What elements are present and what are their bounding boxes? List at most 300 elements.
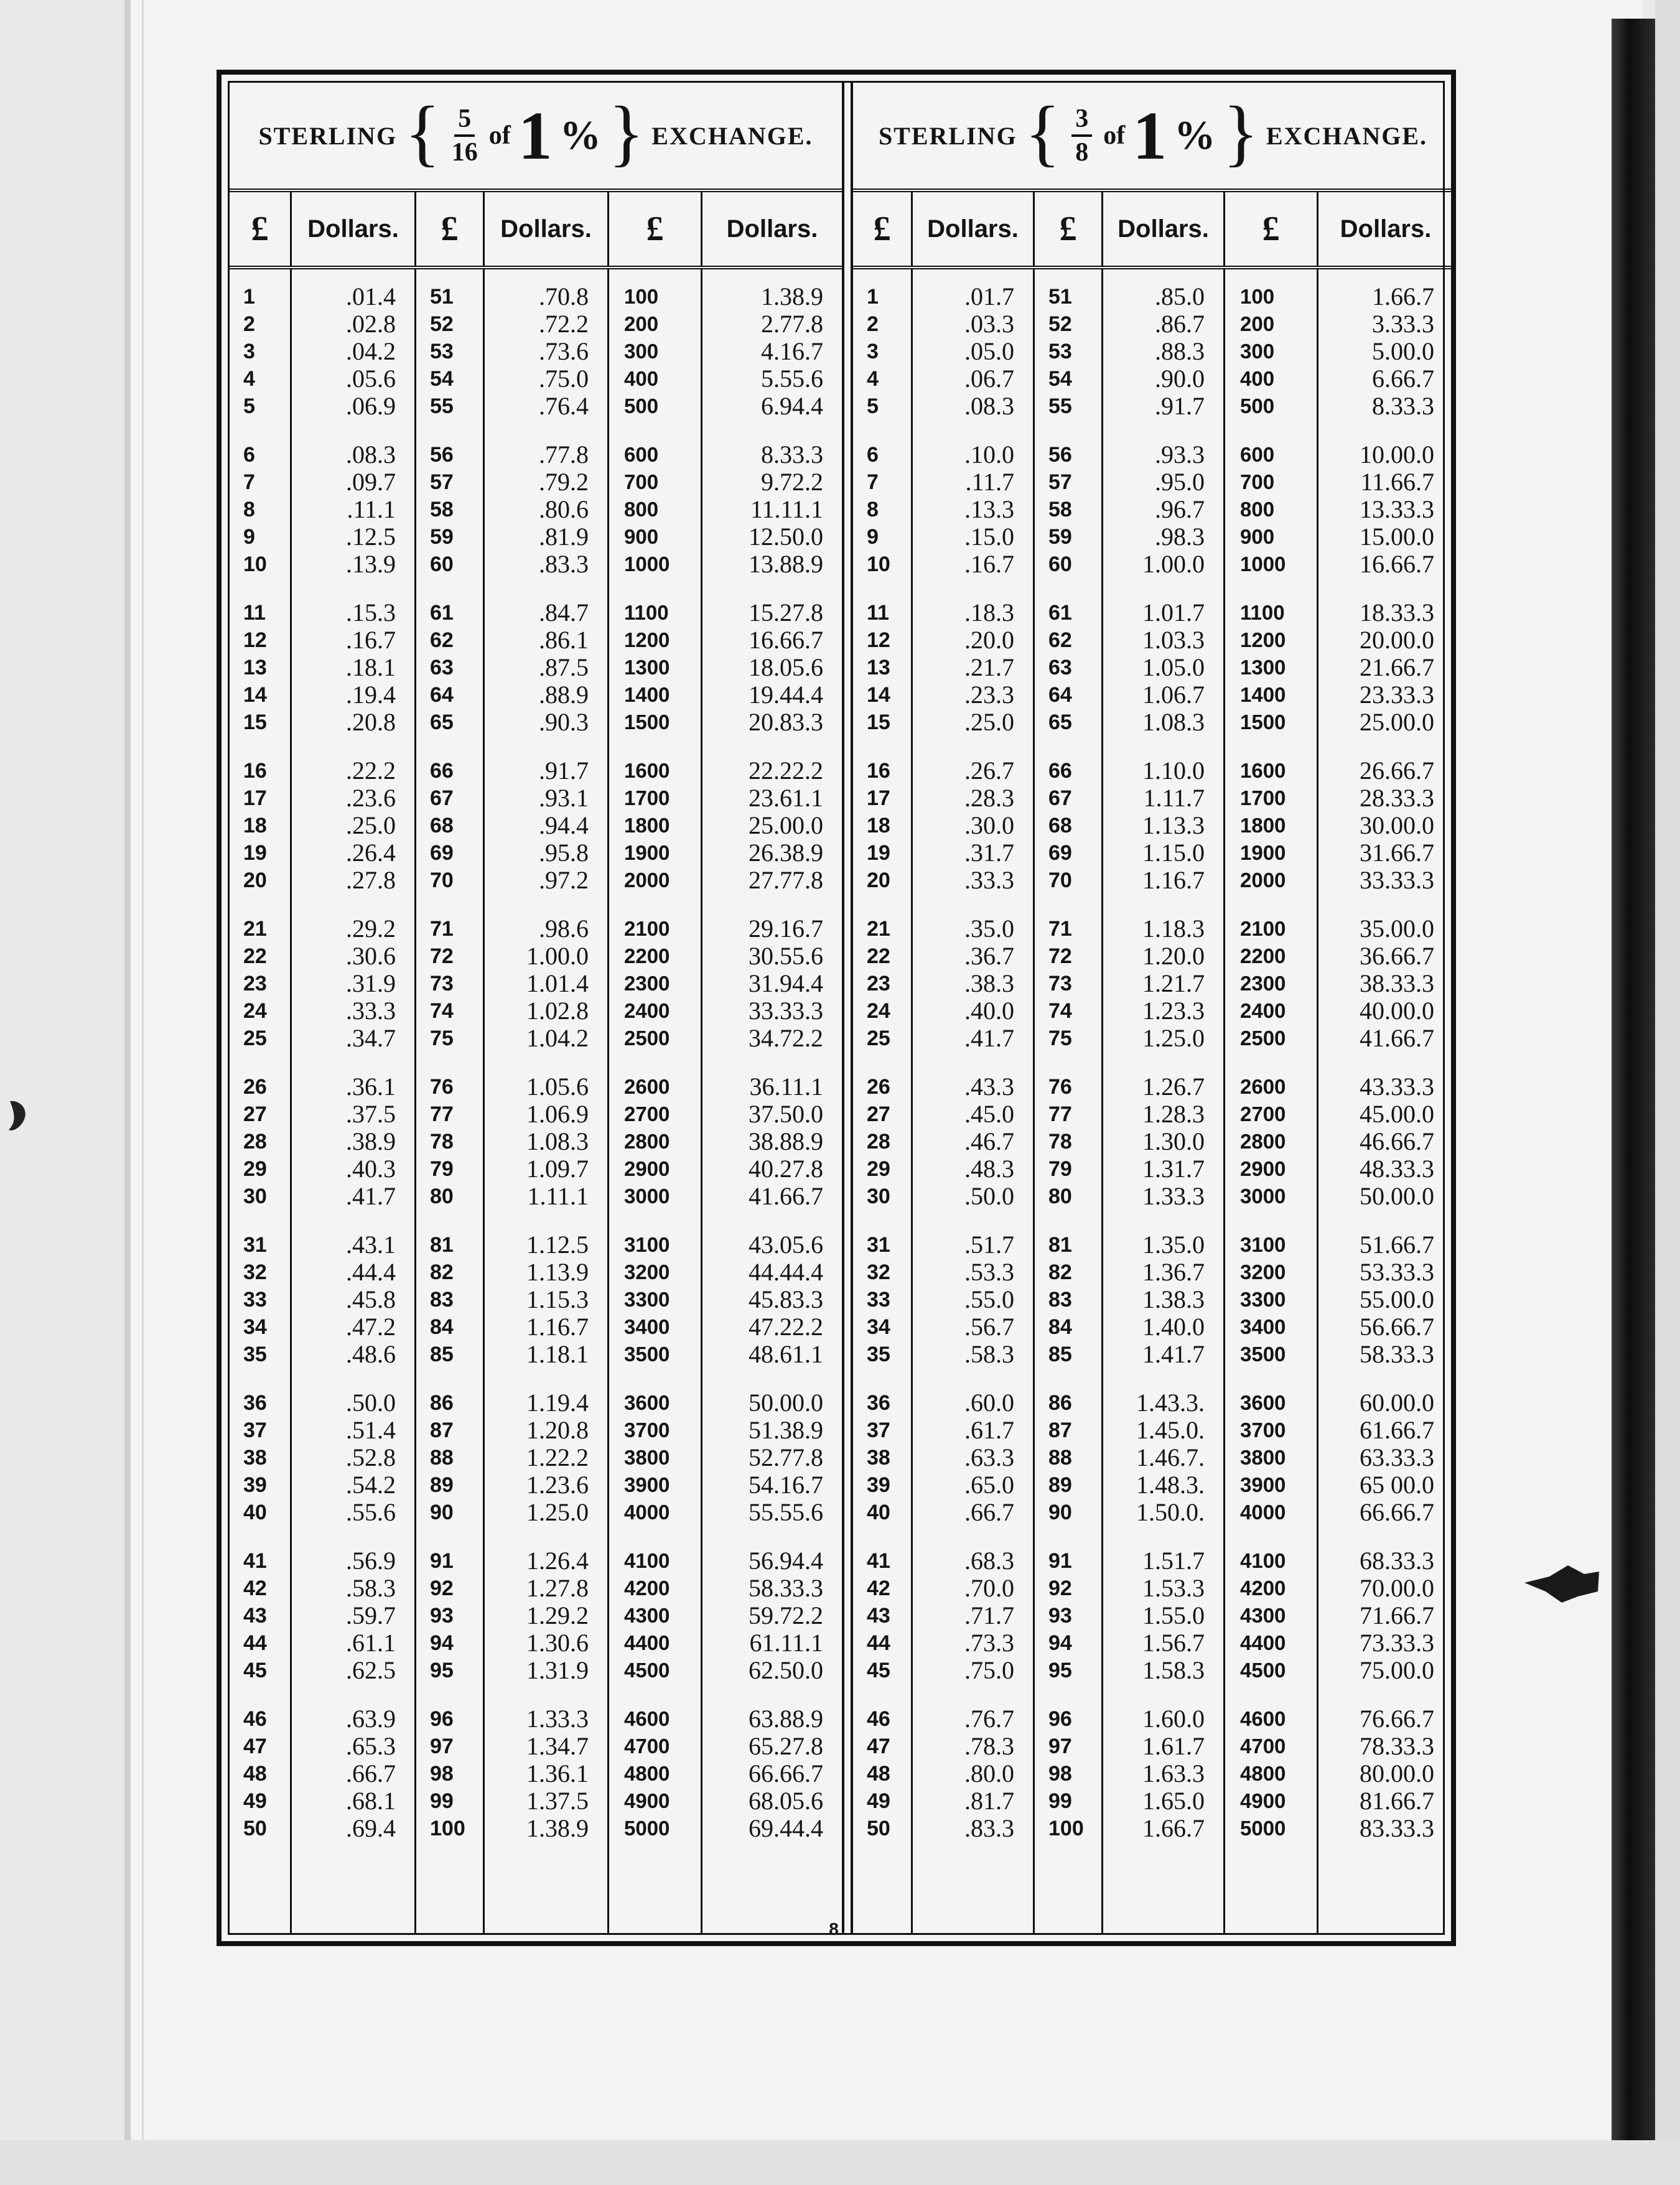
row-group	[702, 757, 842, 894]
row-group	[913, 1389, 1033, 1526]
left-header-pound-3: £	[609, 192, 702, 266]
dollar-cell: .98.6	[539, 915, 589, 943]
dollar-cell: 1.02.8	[526, 997, 589, 1025]
pound-cell: 41	[867, 1549, 890, 1573]
left-title-one: 1	[518, 98, 553, 174]
dollar-cell: 1.30.6	[526, 1629, 589, 1657]
dollar-cell: 80.00.0	[1360, 1759, 1434, 1787]
row-group	[1035, 283, 1101, 420]
pound-cell: 38	[243, 1446, 267, 1470]
row-group	[1035, 1389, 1101, 1526]
right-pound-column-3	[1225, 269, 1318, 1933]
pound-cell: 1900	[1240, 841, 1286, 864]
left-fraction-numerator: 5	[454, 106, 475, 137]
pound-cell: 82	[1048, 1260, 1072, 1284]
dollar-cell: 62.50.0	[749, 1656, 823, 1684]
pound-cell: 500	[624, 394, 659, 417]
pound-cell: 4500	[624, 1659, 670, 1682]
dollar-cell: .04.2	[346, 337, 396, 365]
dollar-cell: .66.7	[964, 1498, 1014, 1526]
dollar-cell: .40.0	[964, 997, 1014, 1025]
pound-cell: 86	[1048, 1391, 1072, 1415]
dollar-cell: 1.31.9	[526, 1656, 589, 1684]
row-group	[609, 1547, 701, 1684]
pound-cell: 40	[243, 1501, 267, 1524]
dollar-cell: 25.00.0	[1360, 708, 1434, 736]
dollar-cell: 26.38.9	[749, 839, 823, 867]
pound-cell: 2900	[624, 1157, 670, 1180]
row-group	[1225, 1073, 1317, 1210]
dollar-cell: 50.00.0	[1360, 1182, 1434, 1210]
dollar-cell: 23.61.1	[749, 784, 823, 812]
dollar-cell: 48.33.3	[1360, 1155, 1434, 1183]
left-title-of: of	[488, 121, 511, 150]
dollar-cell: 8.33.3	[1372, 392, 1434, 420]
pound-cell: 1800	[1240, 814, 1286, 837]
pound-cell: 79	[1048, 1157, 1072, 1181]
pound-cell: 4800	[1240, 1762, 1286, 1785]
row-group	[853, 1389, 911, 1526]
pound-cell: 32	[867, 1260, 890, 1284]
pound-cell: 69	[430, 841, 454, 865]
pound-cell: 7	[243, 470, 255, 494]
row-group	[1318, 1389, 1453, 1526]
pound-cell: 16	[243, 759, 267, 783]
pound-cell: 400	[624, 367, 659, 390]
pound-cell: 4300	[624, 1604, 670, 1627]
pound-cell: 200	[624, 312, 659, 335]
pound-cell: 800	[624, 498, 659, 521]
dollar-cell: 1.13.9	[526, 1258, 589, 1286]
dollar-cell: 1.66.7	[1142, 1814, 1205, 1842]
dollar-cell: 1.45.0.	[1136, 1416, 1205, 1444]
row-group	[485, 915, 607, 1052]
pound-cell: 3100	[1240, 1233, 1286, 1256]
pound-cell: 46	[243, 1707, 267, 1731]
pound-cell: 42	[243, 1577, 267, 1600]
pound-cell: 89	[1048, 1473, 1072, 1497]
pound-cell: 67	[1048, 786, 1072, 810]
row-group	[913, 441, 1033, 578]
pound-cell: 66	[1048, 759, 1072, 783]
pound-cell: 76	[1048, 1075, 1072, 1099]
row-group	[1035, 1705, 1101, 1842]
pound-cell: 4600	[1240, 1707, 1286, 1730]
pound-cell: 43	[243, 1604, 267, 1628]
pound-cell: 74	[1048, 999, 1072, 1023]
dollar-cell: .30.0	[964, 811, 1014, 839]
left-column-headers	[230, 192, 842, 269]
row-group	[292, 1547, 414, 1684]
dollar-cell: 56.66.7	[1360, 1313, 1434, 1341]
pound-cell: 24	[243, 999, 267, 1023]
pound-cell: 25	[243, 1027, 267, 1050]
left-header-pound-1: £	[230, 192, 292, 266]
left-speck-mark	[6, 1095, 31, 1139]
dollar-cell: 1.05.6	[526, 1073, 589, 1101]
dollar-cell: .25.0	[346, 811, 396, 839]
left-title-sterling: STERLING	[258, 121, 398, 150]
pound-cell: 73	[430, 972, 454, 995]
row-group	[416, 599, 483, 736]
pound-cell: 2	[867, 312, 879, 336]
row-group	[485, 1389, 607, 1526]
dollar-cell: .93.3	[1155, 440, 1205, 468]
pound-cell: 3300	[1240, 1288, 1286, 1311]
pound-cell: 11	[243, 601, 266, 625]
pound-cell: 11	[867, 601, 889, 625]
pound-cell: 28	[867, 1130, 890, 1153]
dollar-cell: 1.06.9	[526, 1100, 589, 1128]
pound-cell: 3500	[1240, 1343, 1286, 1366]
dollar-cell: .28.3	[964, 784, 1014, 812]
pound-cell: 53	[430, 340, 454, 363]
pound-cell: 39	[867, 1473, 890, 1497]
dollar-cell: .83.3	[539, 550, 589, 578]
row-group	[230, 1231, 290, 1368]
pound-cell: 300	[1240, 340, 1275, 363]
row-group	[913, 599, 1033, 736]
dollar-cell: .15.3	[346, 599, 396, 627]
dollar-cell: 54.16.7	[749, 1471, 823, 1499]
pound-cell: 2500	[1240, 1027, 1286, 1050]
pound-cell: 6	[867, 443, 879, 467]
dollar-cell: 1.00.0	[1142, 550, 1205, 578]
dollar-cell: 1.01.4	[526, 969, 589, 997]
pound-cell: 47	[243, 1735, 267, 1758]
pound-cell: 300	[624, 340, 659, 363]
left-fraction	[452, 106, 478, 165]
pound-cell: 37	[867, 1419, 890, 1442]
dollar-cell: .43.1	[346, 1231, 396, 1259]
row-group	[1103, 441, 1223, 578]
left-dollar-column-1	[292, 269, 416, 1933]
row-group	[1035, 757, 1101, 894]
pound-cell: 28	[243, 1130, 267, 1153]
row-group	[1225, 1231, 1317, 1368]
pound-cell: 62	[1048, 628, 1072, 652]
dollar-cell: 1.16.7	[1142, 866, 1205, 894]
pound-cell: 1100	[624, 601, 669, 624]
right-title-exchange: EXCHANGE.	[1266, 121, 1428, 150]
row-group	[1103, 599, 1223, 736]
pound-cell: 1000	[1240, 552, 1286, 575]
dollar-cell: .09.7	[346, 468, 396, 496]
dollar-cell: 1.41.7	[1142, 1340, 1205, 1368]
pound-cell: 56	[1048, 443, 1072, 467]
pound-cell: 67	[430, 786, 454, 810]
dollar-cell: .81.7	[964, 1787, 1014, 1815]
pound-cell: 1500	[624, 710, 670, 734]
pound-cell: 60	[430, 552, 454, 576]
dollar-cell: 1.38.9	[761, 282, 823, 310]
pound-cell: 3300	[624, 1288, 670, 1311]
pound-cell: 8	[867, 498, 879, 521]
pound-cell: 5000	[624, 1817, 670, 1840]
pound-cell: 72	[430, 944, 454, 968]
row-group	[1225, 283, 1317, 420]
dollar-cell: .02.8	[346, 310, 396, 338]
dollar-cell: 56.94.4	[749, 1547, 823, 1575]
dollar-cell: .08.3	[346, 440, 396, 468]
pound-cell: 94	[430, 1631, 454, 1655]
dollar-cell: 1.37.5	[526, 1787, 589, 1815]
dollar-cell: .01.7	[964, 282, 1014, 310]
row-group	[1103, 757, 1223, 894]
exchange-table-inner	[228, 81, 1445, 1935]
row-group	[416, 1389, 483, 1526]
pound-cell: 80	[430, 1185, 454, 1208]
dollar-cell: 1.01.7	[1142, 599, 1205, 627]
pound-cell: 58	[1048, 498, 1072, 521]
pound-cell: 4200	[1240, 1577, 1286, 1600]
pound-cell: 2600	[624, 1075, 670, 1098]
pound-cell: 63	[430, 656, 454, 679]
dollar-cell: .73.6	[539, 337, 589, 365]
dollar-cell: .73.3	[964, 1629, 1014, 1657]
pound-cell: 2200	[624, 944, 670, 967]
pound-cell: 1	[867, 285, 879, 309]
row-group	[485, 441, 607, 578]
pound-cell: 2900	[1240, 1157, 1286, 1180]
pound-cell: 97	[1048, 1735, 1072, 1758]
row-group	[853, 915, 911, 1052]
dollar-cell: .93.1	[539, 784, 589, 812]
pound-cell: 53	[1048, 340, 1072, 363]
dollar-cell: 1.46.7.	[1136, 1443, 1205, 1471]
pound-cell: 15	[243, 710, 267, 734]
row-group	[292, 1389, 414, 1526]
dollar-cell: .94.4	[539, 811, 589, 839]
row-group	[913, 915, 1033, 1052]
pound-cell: 16	[867, 759, 890, 783]
dollar-cell: .53.3	[964, 1258, 1014, 1286]
dollar-cell: 1.38.9	[526, 1814, 589, 1842]
pound-cell: 10	[867, 552, 890, 576]
pound-cell: 31	[243, 1233, 267, 1257]
dollar-cell: 1.09.7	[526, 1155, 589, 1183]
pound-cell: 17	[243, 786, 267, 810]
pound-cell: 32	[243, 1260, 267, 1284]
pound-cell: 9	[243, 525, 255, 549]
pound-cell: 48	[867, 1762, 890, 1786]
dollar-cell: .18.1	[346, 653, 396, 681]
row-group	[1035, 599, 1101, 736]
pound-cell: 52	[1048, 312, 1072, 336]
row-group	[416, 1073, 483, 1210]
row-group	[702, 1705, 842, 1842]
pound-cell: 65	[1048, 710, 1072, 734]
pound-cell: 44	[867, 1631, 890, 1655]
pound-cell: 26	[243, 1075, 267, 1099]
pound-cell: 88	[430, 1446, 454, 1470]
pound-cell: 30	[243, 1185, 267, 1208]
dollar-cell: 1.23.6	[526, 1471, 589, 1499]
pound-cell: 1000	[624, 552, 670, 575]
left-pound-column-2	[416, 269, 485, 1933]
row-group	[1103, 1389, 1223, 1526]
dollar-cell: 1.26.4	[526, 1547, 589, 1575]
pound-cell: 78	[1048, 1130, 1072, 1153]
row-group	[1318, 1231, 1453, 1368]
row-group	[702, 599, 842, 736]
dollar-cell: 61.11.1	[749, 1629, 823, 1657]
pound-cell: 62	[430, 628, 454, 652]
pound-cell: 92	[430, 1577, 454, 1600]
dollar-cell: 38.88.9	[749, 1127, 823, 1155]
dollar-cell: .01.4	[346, 282, 396, 310]
row-group	[292, 1073, 414, 1210]
dollar-cell: .13.3	[964, 495, 1014, 523]
dollar-cell: .06.9	[346, 392, 396, 420]
pound-cell: 4900	[624, 1789, 670, 1812]
pound-cell: 39	[243, 1473, 267, 1497]
row-group	[853, 1073, 911, 1210]
pound-cell: 41	[243, 1549, 267, 1573]
pound-cell: 200	[1240, 312, 1275, 335]
dollar-cell: .48.6	[346, 1340, 396, 1368]
dollar-cell: 26.66.7	[1360, 757, 1434, 785]
pound-cell: 4	[867, 367, 879, 391]
row-group	[416, 1705, 483, 1842]
row-group	[485, 1231, 607, 1368]
pound-cell: 12	[867, 628, 890, 652]
row-group	[702, 1231, 842, 1368]
dollar-cell: 73.33.3	[1360, 1629, 1434, 1657]
row-group	[1225, 441, 1317, 578]
pound-cell: 900	[1240, 525, 1275, 548]
row-group	[292, 1231, 414, 1368]
row-group	[702, 1389, 842, 1526]
dollar-cell: .44.4	[346, 1258, 396, 1286]
pound-cell: 2700	[624, 1102, 670, 1125]
dollar-cell: 40.27.8	[749, 1155, 823, 1183]
dollar-cell: .15.0	[964, 523, 1014, 551]
row-group	[485, 1705, 607, 1842]
pound-cell: 56	[430, 443, 454, 467]
row-group	[230, 1389, 290, 1526]
pound-cell: 46	[867, 1707, 890, 1731]
dollar-cell: .20.8	[346, 708, 396, 736]
pound-cell: 29	[867, 1157, 890, 1181]
pound-cell: 71	[1048, 917, 1072, 941]
pound-cell: 3400	[624, 1315, 670, 1338]
pound-cell: 49	[243, 1789, 267, 1813]
dollar-cell: .86.7	[1155, 310, 1205, 338]
pound-cell: 3000	[1240, 1185, 1286, 1208]
pound-cell: 2600	[1240, 1075, 1286, 1098]
pound-cell: 13	[867, 656, 890, 679]
row-group	[416, 757, 483, 894]
pound-cell: 97	[430, 1735, 454, 1758]
left-close-brace: }	[608, 91, 645, 174]
dollar-cell: .97.2	[539, 866, 589, 894]
dollar-cell: 13.88.9	[749, 550, 823, 578]
pound-cell: 3	[867, 340, 879, 363]
dollar-cell: 41.66.7	[1360, 1024, 1434, 1052]
pound-cell: 19	[243, 841, 267, 865]
pound-cell: 55	[430, 394, 454, 418]
pound-cell: 3500	[624, 1343, 670, 1366]
pound-cell: 600	[624, 443, 659, 466]
right-close-brace: }	[1223, 91, 1259, 174]
pound-cell: 15	[867, 710, 890, 734]
pound-cell: 14	[243, 683, 267, 707]
pound-cell: 4700	[1240, 1735, 1286, 1758]
pound-cell: 44	[243, 1631, 267, 1655]
pound-cell: 4300	[1240, 1604, 1286, 1627]
pound-cell: 84	[1048, 1315, 1072, 1339]
dollar-cell: .61.1	[346, 1629, 396, 1657]
pound-cell: 3	[243, 340, 255, 363]
row-group	[1318, 1073, 1453, 1210]
dollar-cell: .46.7	[964, 1127, 1014, 1155]
right-title-percent: %	[1174, 113, 1216, 158]
dollar-cell: .33.3	[964, 866, 1014, 894]
right-dollar-column-2	[1103, 269, 1225, 1933]
dollar-cell: 43.33.3	[1360, 1073, 1434, 1101]
row-group	[230, 441, 290, 578]
dollar-cell: .48.3	[964, 1155, 1014, 1183]
pound-cell: 89	[430, 1473, 454, 1497]
row-group	[485, 757, 607, 894]
pound-cell: 81	[430, 1233, 454, 1257]
dollar-cell: 66.66.7	[1360, 1498, 1434, 1526]
right-pound-column-1	[853, 269, 913, 1933]
pound-cell: 35	[867, 1343, 890, 1366]
pound-cell: 1400	[624, 683, 670, 706]
pound-cell: 90	[1048, 1501, 1072, 1524]
pound-cell: 76	[430, 1075, 454, 1099]
dollar-cell: 15.27.8	[749, 599, 823, 627]
pound-cell: 71	[430, 917, 454, 941]
left-table-heading	[230, 83, 842, 192]
page-edge-left	[124, 0, 131, 2185]
row-group	[609, 441, 701, 578]
pound-cell: 34	[243, 1315, 267, 1339]
dollar-cell: .51.4	[346, 1416, 396, 1444]
dollar-cell: .63.9	[346, 1705, 396, 1733]
row-group	[609, 1073, 701, 1210]
dollar-cell: 52.77.8	[749, 1443, 823, 1471]
pound-cell: 23	[243, 972, 267, 995]
pound-cell: 98	[1048, 1762, 1072, 1786]
dollar-cell: 1.31.7	[1142, 1155, 1205, 1183]
row-group	[609, 757, 701, 894]
pound-cell: 55	[1048, 394, 1072, 418]
dollar-cell: 1.27.8	[526, 1574, 589, 1602]
pound-cell: 4	[243, 367, 255, 391]
right-table-heading	[853, 83, 1453, 192]
dollar-cell: 66.66.7	[749, 1759, 823, 1787]
pound-cell: 90	[430, 1501, 454, 1524]
row-group	[292, 1705, 414, 1842]
dollar-cell: 1.36.1	[526, 1759, 589, 1787]
pound-cell: 400	[1240, 367, 1275, 390]
dollar-cell: .25.0	[964, 708, 1014, 736]
pound-cell: 34	[867, 1315, 890, 1339]
pound-cell: 99	[430, 1789, 454, 1813]
row-group	[853, 283, 911, 420]
dollar-cell: 1.60.0	[1142, 1705, 1205, 1733]
dollar-cell: 2.77.8	[761, 310, 823, 338]
dollar-cell: 31.66.7	[1360, 839, 1434, 867]
dollar-cell: .88.3	[1155, 337, 1205, 365]
dollar-cell: 70.00.0	[1360, 1574, 1434, 1602]
pound-cell: 47	[867, 1735, 890, 1758]
dollar-cell: 1.61.7	[1142, 1732, 1205, 1760]
row-group	[1035, 1547, 1101, 1684]
